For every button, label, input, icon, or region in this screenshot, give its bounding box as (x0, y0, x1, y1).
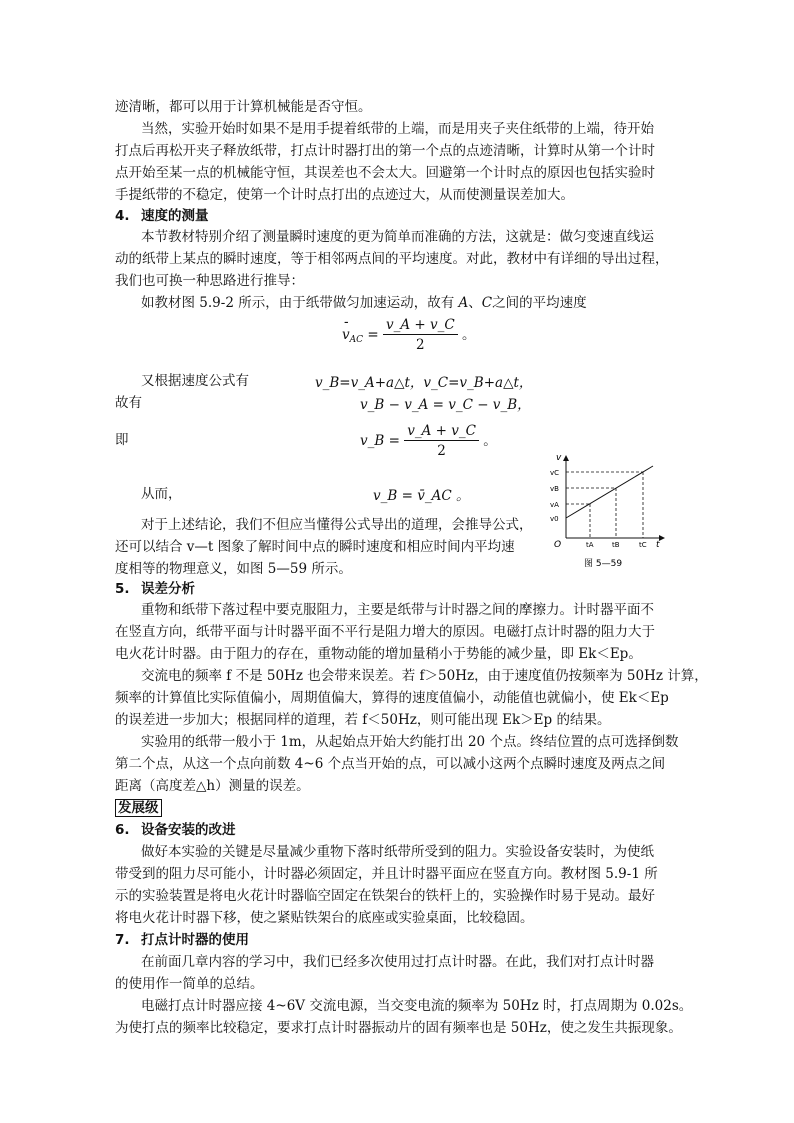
tick-tb: tB (612, 541, 620, 549)
tick-vb: vB (550, 485, 559, 493)
text-line: 交流电的频率 f 不是 50Hz 也会带来误差。若 f＞50Hz，由于速度值仍按频率为 50Hz 计算， (141, 668, 708, 684)
text-line: 如教材图 5.9-2 所示，由于纸带做匀加速运动，故有 A、C之间的平均速度 (141, 295, 587, 311)
text-line: 做好本实验的关键是尽量减少重物下落时纸带所受到的阻力。实验设备安装时，为使纸 (141, 844, 654, 860)
text-line: 迹清晰，都可以用于计算机械能是否守恒。 (115, 99, 372, 115)
text-line: 在竖直方向，纸带平面与计时器平面不平行是阻力增大的原因。电磁打点计时器的阻力大于 (115, 624, 655, 640)
text-line: 从而， (141, 486, 182, 502)
text-line: 在前面几章内容的学习中，我们已经多次使用过打点计时器。在此，我们对打点计时器 (141, 954, 654, 970)
tick-va: vA (550, 501, 559, 509)
text-line: 动的纸带上某点的瞬时速度，等于相邻两点间的平均速度。对此，教材中有详细的导出过程， (115, 251, 669, 267)
section-heading: 5. 误差分析 (115, 581, 195, 597)
text-line: 的使用作一简单的总结。 (115, 976, 264, 992)
guide-lines (566, 472, 643, 538)
y-axis-label: v (556, 453, 562, 463)
text-line: 又根据速度公式有 (141, 373, 249, 389)
text-line: 频率的计算值比实际值偏小，周期值偏大，算得的速度值偏小，动能值也就偏小，使 Ek＜Ep (115, 690, 669, 706)
section-heading: 6. 设备安装的改进 (115, 822, 236, 838)
text-line: 实验用的纸带一般小于 1m，从起始点开始大约能打出 20 个点。终结位置的点可选择倒数 (141, 734, 679, 750)
text-line: 本节教材特别介绍了测量瞬时速度的更为简单而准确的方法，这就是：做匀变速直线运 (141, 229, 654, 245)
text-line: 电磁打点计时器应接 4~6V 交流电源，当交变电流的频率为 50Hz 时，打点周期为 0.02s。 (141, 998, 693, 1014)
text-line: 故有 (115, 395, 142, 411)
tick-ta: tA (586, 541, 594, 549)
text-line: 对于上述结论，我们不但应当懂得公式导出的道理，会推导公式， (141, 517, 533, 533)
text-line: 重物和纸带下落过程中要克服阻力，主要是纸带与计时器之间的摩擦力。计时器平面不 (141, 602, 654, 618)
text-line: 的误差进一步加大；根据同样的道理，若 f＜50Hz，则可能出现 Ek＞Ep 的结果。 (115, 712, 611, 728)
section-heading: 7. 打点计时器的使用 (115, 932, 249, 948)
text-line: 手提纸带的不稳定，使第一个计时点打出的点迹过大，从而使测量误差加大。 (115, 187, 574, 203)
origin-label: O (554, 540, 562, 550)
figure-caption: 图 5—59 (584, 559, 623, 569)
tick-tc: tC (639, 541, 647, 549)
text-line: 打点后再松开夹子释放纸带，打点计时器打出的第一个点的点迹清晰，计算时从第一个计时 (115, 143, 655, 159)
tick-v0: v0 (550, 515, 559, 523)
text-line: 带受到的阻力尽可能小，计时器必须固定，并且计时器平面应在竖直方向。教材图 5.9-1 所 (115, 866, 658, 882)
text-line: 还可以结合 v—t 图象了解时间中点的瞬时速度和相应时间内平均速 (115, 539, 515, 555)
section-heading: 4. 速度的测量 (115, 208, 209, 224)
text-line: 电火花计时器。由于阻力的存在，重物动能的增加量稍小于势能的减少量，即 Ek＜Ep。 (115, 646, 642, 662)
text-line: 我们也可换一种思路进行推导： (115, 273, 304, 289)
equation-conclusion: v_B = v̄_AC 。 (373, 488, 470, 504)
text-line: 为使打点的频率比较稳定，要求打点计时器振动片的固有频率也是 50Hz，使之发生共振现象。 (115, 1020, 682, 1036)
vt-graph-figure (550, 452, 670, 572)
text-line: 示的实验装置是将电火花计时器临空固定在铁架台的铁杆上的，实验操作时易于晃动。最好 (115, 888, 655, 904)
text-line: 即 (115, 432, 129, 448)
text-line: 度相等的物理意义，如图 5—59 所示。 (115, 561, 352, 577)
tick-vc: vC (550, 469, 560, 477)
text-line: 距离（高度差△h）测量的误差。 (115, 778, 310, 794)
equation-difference: v_B − v_A = v_C − v_B， (360, 397, 531, 413)
text-line: 当然，实验开始时如果不是用手提着纸带的上端，而是用夹子夹住纸带的上端，待开始 (141, 121, 654, 137)
equation-vb: v_B = $\frac{v\_A + v\_C}{2}$ 。 (360, 423, 497, 459)
equation-average-velocity: - $v_{AC}$ = $\frac{v\_A + v\_C}{2}$ 。 (342, 316, 475, 355)
equation-velocity-formula: v_B=v_A+a△t，v_C=v_B+a△t， (315, 375, 533, 391)
text-line: 点开始至某一点的机械能守恒，其误差也不会太大。回避第一个计时点的原因也包括实验时 (115, 165, 655, 181)
level-label: 发展级 (115, 798, 162, 818)
velocity-line (566, 466, 653, 518)
text-line: 将电火花计时器下移，使之紧贴铁架台的底座或实验桌面，比较稳固。 (115, 910, 534, 926)
text-line: 第二个点，从这一个点向前数 4~6 个点当开始的点，可以减小这两个点瞬时速度及两点之间 (115, 756, 666, 772)
x-axis-label: t (656, 540, 660, 550)
